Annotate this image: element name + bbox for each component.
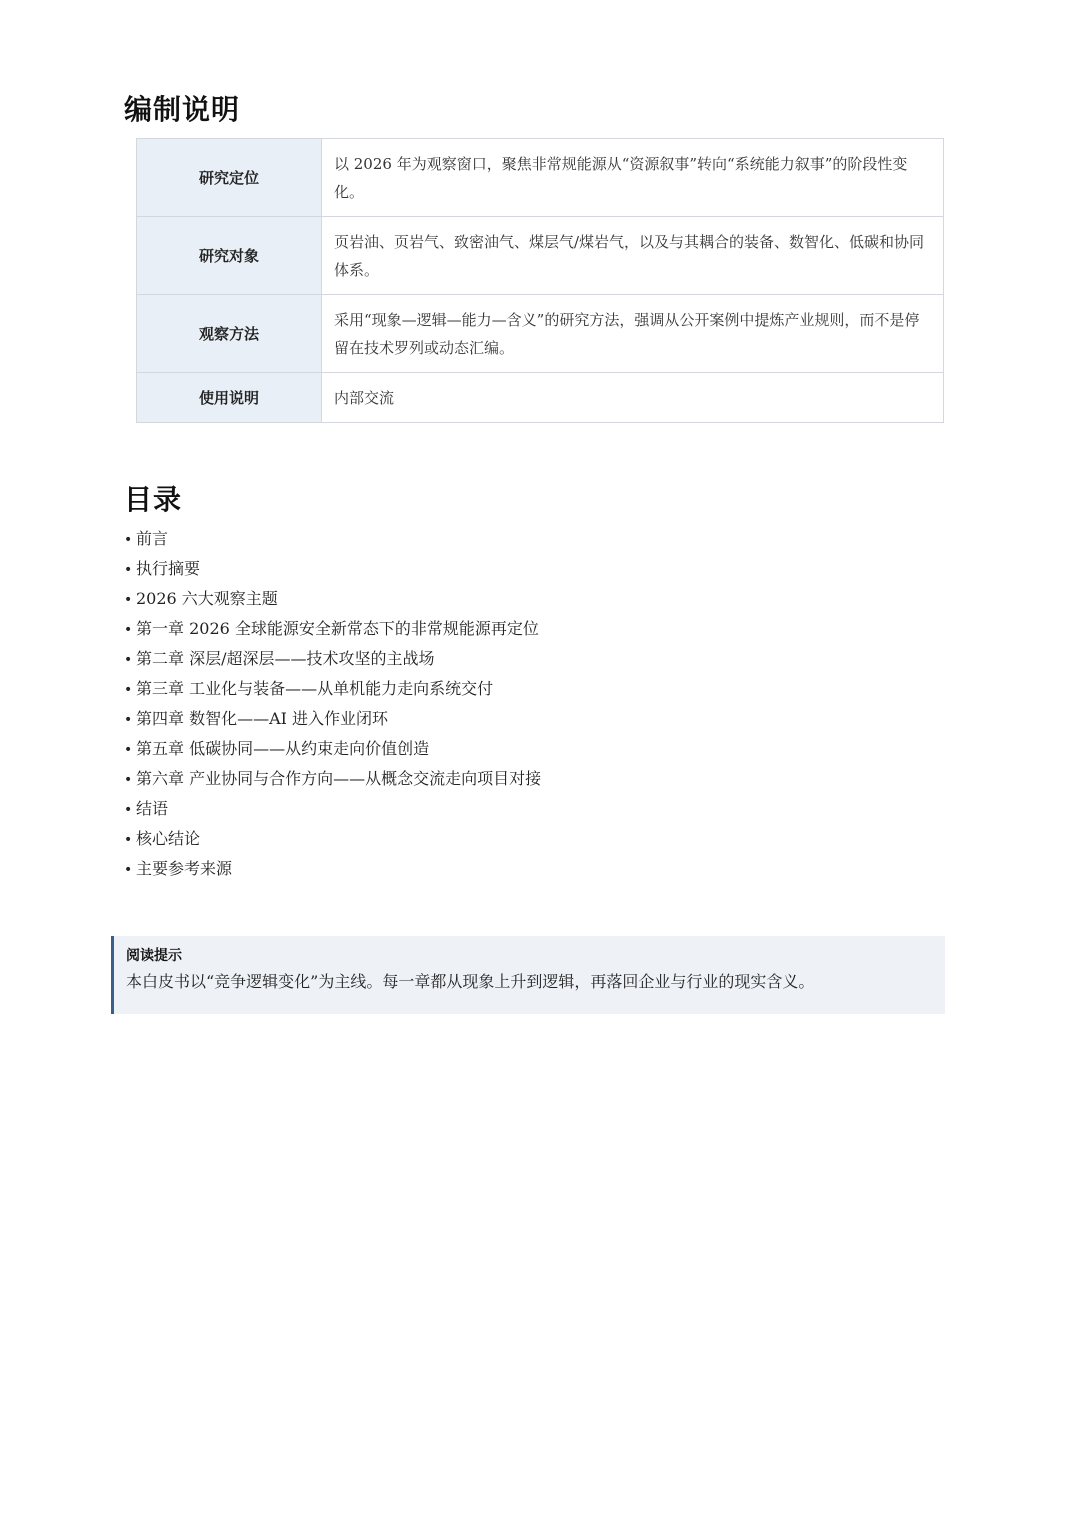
- row-label-usage-note: 使用说明: [137, 373, 322, 423]
- toc-item[interactable]: [124, 644, 541, 674]
- toc-title: 目录: [124, 483, 183, 516]
- bullet-icon: •: [124, 622, 133, 638]
- toc-item[interactable]: [124, 614, 541, 644]
- table-row: [137, 295, 944, 373]
- toc-item-label: 2026 六大观察主题: [136, 589, 278, 608]
- reading-tip-title: 阅读提示: [126, 948, 182, 964]
- toc-item[interactable]: [124, 734, 541, 764]
- toc-item[interactable]: [124, 674, 541, 704]
- row-label-observation-method: 观察方法: [137, 295, 322, 373]
- toc-item-label: 第一章 2026 全球能源安全新常态下的非常规能源再定位: [136, 619, 539, 638]
- row-label-research-positioning: 研究定位: [137, 139, 322, 217]
- bullet-icon: •: [124, 652, 133, 668]
- toc-item-label: 结语: [136, 799, 169, 818]
- table-row: [137, 373, 944, 423]
- bullet-icon: •: [124, 742, 133, 758]
- bullet-icon: •: [124, 802, 133, 818]
- bullet-icon: •: [124, 862, 133, 878]
- toc-item-label: 执行摘要: [136, 559, 201, 578]
- toc-item-label: 第二章 深层/超深层——技术攻坚的主战场: [136, 649, 435, 668]
- compile-note-table: [136, 138, 944, 423]
- toc-item[interactable]: [124, 854, 541, 884]
- bullet-icon: •: [124, 772, 133, 788]
- row-value-observation-method: 采用“现象—逻辑—能力—含义”的研究方法，强调从公开案例中提炼产业规则，而不是停留在技术罗列或动态汇编。: [322, 295, 944, 373]
- toc-item[interactable]: [124, 824, 541, 854]
- toc-item-label: 前言: [136, 529, 169, 548]
- bullet-icon: •: [124, 712, 133, 728]
- toc-item-label: 第五章 低碳协同——从约束走向价值创造: [136, 739, 430, 758]
- toc-list: [124, 524, 541, 884]
- toc-item[interactable]: [124, 554, 541, 584]
- toc-item-label: 核心结论: [136, 829, 201, 848]
- toc-item[interactable]: [124, 764, 541, 794]
- row-value-usage-note: 内部交流: [322, 373, 944, 423]
- toc-item[interactable]: [124, 524, 541, 554]
- toc-item[interactable]: [124, 794, 541, 824]
- row-label-research-object: 研究对象: [137, 217, 322, 295]
- toc-item-label: 第四章 数智化——AI 进入作业闭环: [136, 709, 389, 728]
- toc-item-label: 第三章 工业化与装备——从单机能力走向系统交付: [136, 679, 494, 698]
- reading-tip-box: [111, 936, 945, 1014]
- table-row: [137, 217, 944, 295]
- row-value-research-object: 页岩油、页岩气、致密油气、煤层气/煤岩气，以及与其耦合的装备、数智化、低碳和协同体系。: [322, 217, 944, 295]
- toc-item-label: 第六章 产业协同与合作方向——从概念交流走向项目对接: [136, 769, 542, 788]
- bullet-icon: •: [124, 592, 133, 608]
- row-value-research-positioning: 以 2026 年为观察窗口，聚焦非常规能源从“资源叙事”转向“系统能力叙事”的阶段性变化。: [322, 139, 944, 217]
- bullet-icon: •: [124, 562, 133, 578]
- compile-note-title: 编制说明: [124, 93, 241, 126]
- bullet-icon: •: [124, 532, 133, 548]
- reading-tip-text: 本白皮书以“竞争逻辑变化”为主线。每一章都从现象上升到逻辑，再落回企业与行业的现实含义。: [126, 972, 815, 991]
- toc-item[interactable]: [124, 584, 541, 614]
- table-row: [137, 139, 944, 217]
- toc-item[interactable]: [124, 704, 541, 734]
- bullet-icon: •: [124, 832, 133, 848]
- toc-item-label: 主要参考来源: [136, 859, 233, 878]
- bullet-icon: •: [124, 682, 133, 698]
